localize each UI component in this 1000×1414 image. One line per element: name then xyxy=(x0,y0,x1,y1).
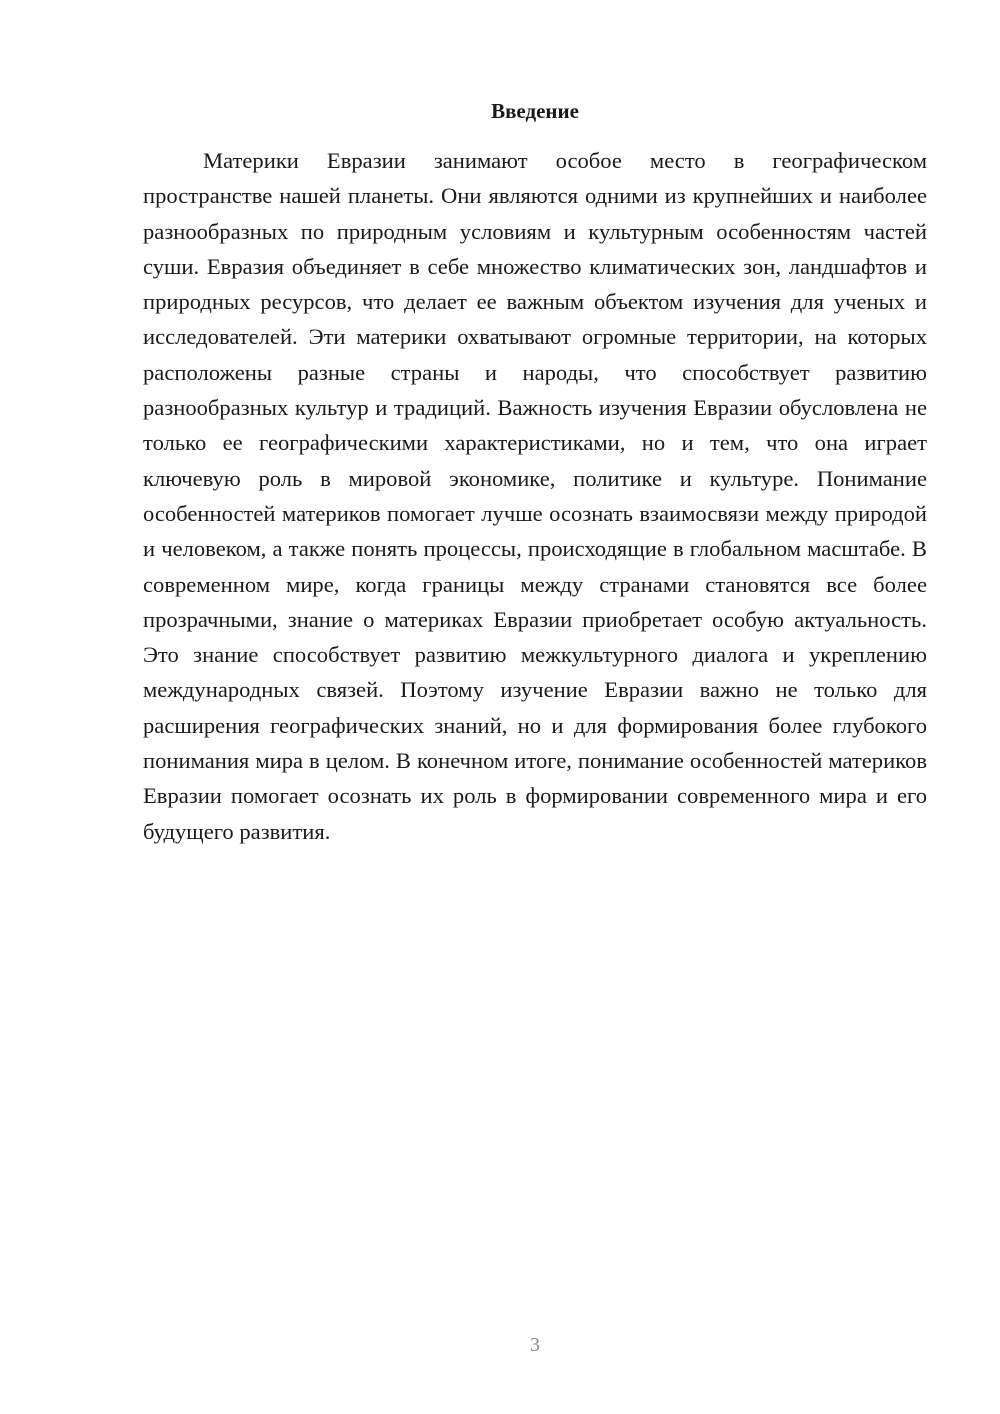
section-heading: Введение xyxy=(491,99,579,123)
body-paragraph: Материки Евразии занимают особое место в географическом пространстве нашей планеты. Они являются одними из крупнейших и наиболее разнообразных по природным условиям и культурным особенностям частей суши. Евразия объединяет в себе множество климатических зон, ландшафтов и природных ресурсов, что делает ее важным объектом изучения для ученых и исследователей. Эти материки охватывают огромные территории, на которых расположены разные страны и народы, что способствует развитию разнообразных культур и традиций. Важность изучения Евразии обусловлена не только ее географическими характеристиками, но и тем, что она играет ключевую роль в мировой экономике, политике и культуре. Понимание особенностей материков помогает лучше осознать взаимосвязи между природой и человеком, а также понять процессы, происходящие в глобальном масштабе. В современном мире, когда границы между странами становятся все более прозрачными, знание о материках Евразии приобретает особую актуальность. Это знание способствует развитию межкультурного диалога и укреплению международных связей. Поэтому изучение Евразии важно не только для расширения географических знаний, но и для формирования более глубокого понимания мира в целом. В конечном итоге, понимание особенностей материков Евразии помогает осознать их роль в формировании современного мира и его будущего развития. xyxy=(143,148,927,844)
page-number: 3 xyxy=(530,1334,540,1356)
